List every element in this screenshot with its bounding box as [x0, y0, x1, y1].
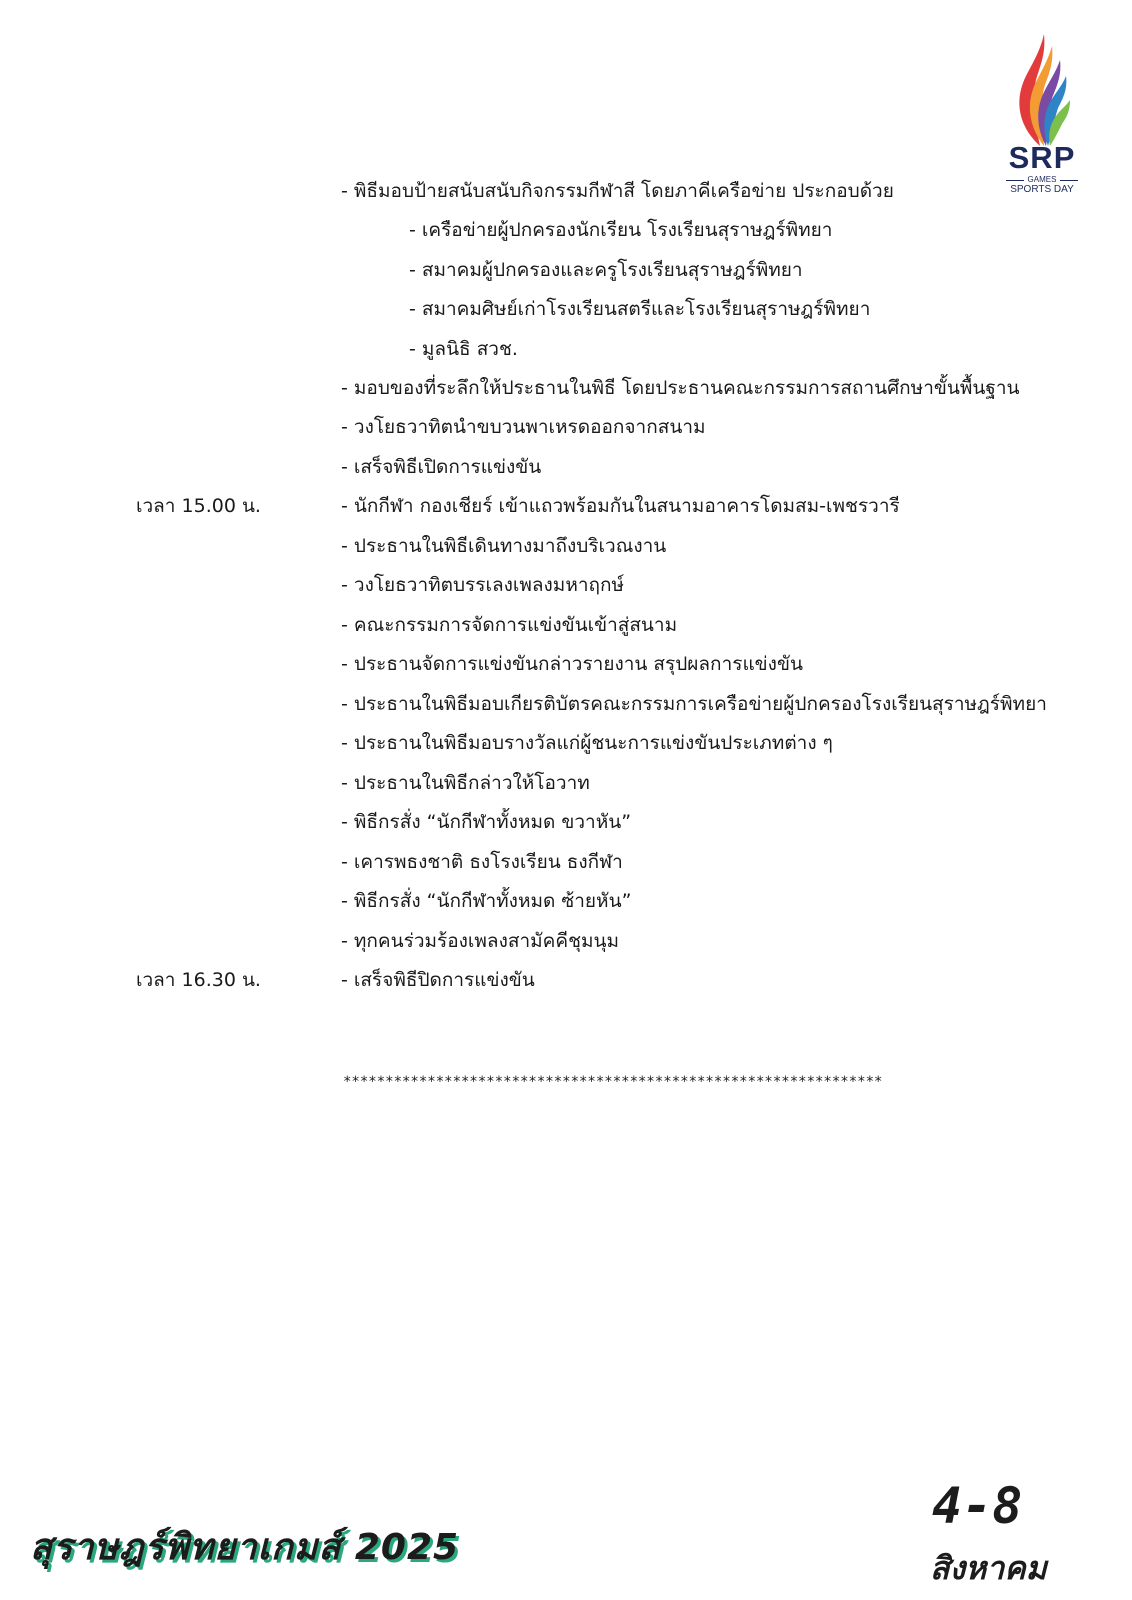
torch-flame-icon — [1010, 30, 1074, 148]
schedule-line: - ประธานในพิธีมอบเกียรติบัตรคณะกรรมการเครือข่ายผู้ปกครองโรงเรียนสุราษฎร์พิทยา — [341, 693, 1047, 715]
schedule-line: - คณะกรรมการจัดการแข่งขันเข้าสู่สนาม — [341, 614, 678, 636]
schedule-line: - มอบของที่ระลึกให้ประธานในพิธี โดยประธานคณะกรรมการสถานศึกษาขั้นพื้นฐาน — [341, 377, 1020, 399]
schedule-subline: - สมาคมผู้ปกครองและครูโรงเรียนสุราษฎร์พิทยา — [409, 259, 803, 281]
srp-logo — [1000, 30, 1084, 195]
schedule-line: - ประธานในพิธีกล่าวให้โอวาท — [341, 772, 590, 794]
logo-wordmark: SRP — [1008, 140, 1076, 175]
schedule-line: - ประธานจัดการแข่งขันกล่าวรายงาน สรุปผลการแข่งขัน — [341, 653, 803, 675]
schedule-line: - เสร็จพิธีเปิดการแข่งขัน — [341, 456, 542, 478]
schedule-line: - วงโยธวาทิตบรรเลงเพลงมหาฤกษ์ — [341, 574, 625, 596]
schedule-subline: - สมาคมศิษย์เก่าโรงเรียนสตรีและโรงเรียนสุราษฎร์พิทยา — [409, 298, 871, 320]
schedule-subline: - เครือข่ายผู้ปกครองนักเรียน โรงเรียนสุราษฎร์พิทยา — [409, 219, 833, 241]
schedule-line: - พิธีมอบป้ายสนับสนับกิจกรรมกีฬาสี โดยภาคีเครือข่าย ประกอบด้วย — [341, 180, 894, 202]
schedule-line: - ทุกคนร่วมร้องเพลงสามัคคีชุมนุม — [341, 930, 619, 952]
schedule-line: - เคารพธงชาติ ธงโรงเรียน ธงกีฬา — [341, 851, 623, 873]
schedule-line: - วงโยธวาทิตนำขบวนพาเหรดออกจากสนาม — [341, 416, 706, 438]
event-dates: 4-8 — [932, 1477, 1023, 1535]
schedule-subline: - มูลนิธิ สวช. — [409, 338, 518, 360]
logo-rule-right — [1060, 180, 1078, 181]
logo-subtitle: GAMES — [1027, 175, 1057, 184]
schedule-line: - พิธีกรสั่ง “นักกีฬาทั้งหมด ซ้ายหัน” — [341, 890, 632, 912]
schedule-line: - นักกีฬา กองเชียร์ เข้าแถวพร้อมกันในสนามอาคารโดมสม-เพชรวารี — [341, 495, 900, 517]
end-divider: **************************************************************** — [343, 1074, 883, 1090]
event-title: สุราษฎร์พิทยาเกมส์ 2025 — [30, 1527, 460, 1568]
time-label: เวลา 16.30 น. — [136, 969, 261, 991]
schedule-line: - ประธานในพิธีมอบรางวัลแก่ผู้ชนะการแข่งขันประเภทต่าง ๆ — [341, 732, 833, 754]
logo-tagline: SPORTS DAY — [1010, 184, 1074, 195]
time-label: เวลา 15.00 น. — [136, 495, 261, 517]
schedule-line: - ประธานในพิธีเดินทางมาถึงบริเวณงาน — [341, 535, 667, 557]
schedule-line: - พิธีกรสั่ง “นักกีฬาทั้งหมด ขวาหัน” — [341, 811, 632, 833]
event-month: สิงหาคม — [930, 1549, 1047, 1587]
schedule-line: - เสร็จพิธีปิดการแข่งขัน — [341, 969, 535, 991]
